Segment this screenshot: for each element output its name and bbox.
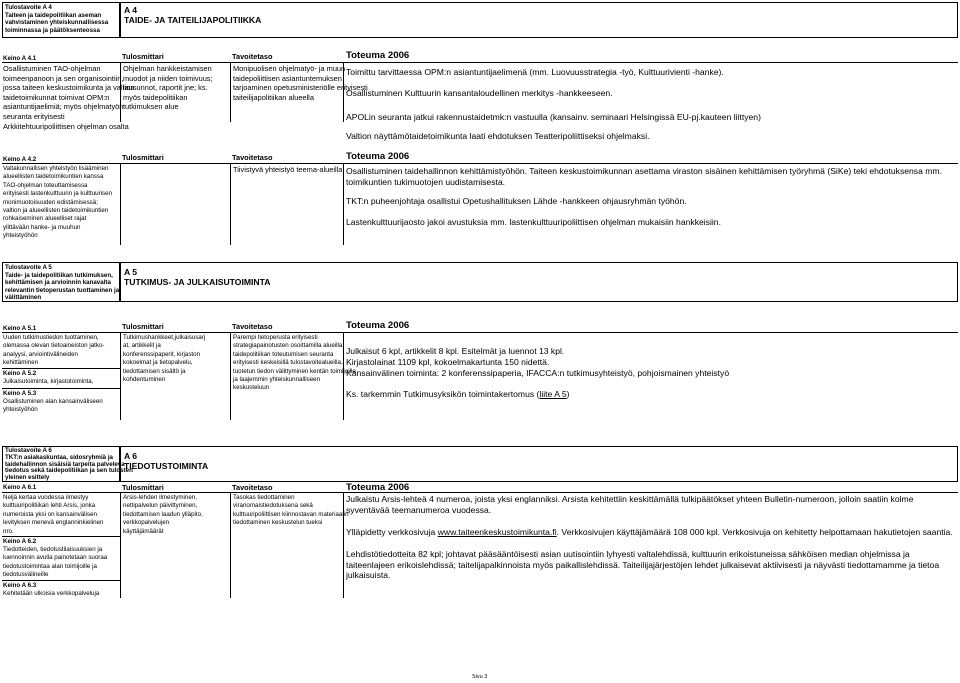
mittari-text: Arsis-lehden ilmestyminen, nettipalvelun päivittyminen, tiedottamisen laadun ylläpito, verkkopalvelujen käyttäjämäärät <box>123 494 203 535</box>
divider <box>2 388 120 389</box>
divider <box>2 332 958 333</box>
keino-description: Uuden tutkimustiedon tuottaminen, olemassa olevan tietoaineiston jatko- analyysi, arviointivälineiden kehittäminen <box>3 334 105 367</box>
divider <box>230 62 231 122</box>
keino-label: Keino A 5.3 <box>3 390 37 397</box>
section-title-a6: TIEDOTUSTOIMINTA <box>124 461 209 471</box>
divider <box>2 163 958 164</box>
goal-a6-line: tiedotus sekä taidepolitiikan ja sen tulosten <box>5 467 133 475</box>
goal-a4-line: toiminnassa ja päätöksenteossa <box>5 26 100 34</box>
keino-description: Kehitetään ulkoisia verkkopalveluja <box>3 590 100 597</box>
tavoite-text: Tasokas tiedottaminen viranomaistiedotuksena sekä kulttuuripoliittisen kiinnostavan materiaalin tiedottaminen keskustelun tueksi <box>233 494 349 527</box>
toteuma-text: Ylläpidetty verkkosivuja www.taiteenkeskustoimikunta.fi. Verkkosivujen käyttäjämäärä 108 000 kpl. Verkkosivuja on kehitetty helpottamaan hakutietojen saantia. <box>346 527 953 537</box>
keino-description: Julkaisutoiminta, kirjastotoiminta, <box>3 378 94 385</box>
section-title-box-a6 <box>120 446 958 482</box>
toteuma-text: Toimittu tarvittaessa OPM:n asiantuntijaelimenä (mm. Luovuusstrategia -työ, Kulttuurivienti -hanke). <box>346 67 724 77</box>
keino-description: Osallistuminen TAO-ohjelman toimeenpanoon ja sen organisointiin, jossa taiteen keskustoimikunta ja valtion taidetoimikunnat toimivat OPM:n asiantuntijaelimiä; myös ohjelmatyön seuranta erityisesti Arkkitehtuuripoliittisen ohjelman osalta <box>3 64 135 131</box>
divider <box>230 492 231 598</box>
keino-label: Keino A 6.2 <box>3 538 37 545</box>
toteuma-text: TKT:n puheenjohtaja osallistui Opetushallituksen Lähde -hankkeen ohjausryhmän työhön. <box>346 196 687 206</box>
divider <box>120 492 121 598</box>
keino-label: Keino A 4.2 <box>3 156 37 163</box>
section-code-a6: A 6 <box>124 451 138 461</box>
keino-label: Keino A 6.1 <box>3 484 37 491</box>
divider <box>2 368 120 369</box>
goal-box-a5 <box>2 262 120 302</box>
divider <box>120 163 121 245</box>
column-header-tavoite: Tavoitetaso <box>232 153 273 162</box>
tavoite-text: Parempi tietoperusta erityisesti strategiapainotusten osoittamilla alueilla, taidepolitiikan toteutumisen seuranta erityisesti keskeisillä tulostavoitealueilla, tuotetun tiedon välittyminen kentän toimijoille ja laajemmin yhteiskunnalliseen keskusteluun <box>233 334 356 392</box>
section-title-box-a4 <box>120 2 958 38</box>
liite-a5-link[interactable]: liite A 5 <box>539 389 567 399</box>
divider <box>2 492 958 493</box>
mittari-text: Tutkimushankkeet,julkaisusarj at, artikkelit ja konferenssipaperit, kirjaston kokoelmat ja tietopalvelu, tiedottamisen sisältö ja kohdentuminen <box>123 334 206 384</box>
keino-label: Keino A 4.1 <box>3 55 37 62</box>
toteuma-text: Julkaisut 6 kpl, artikkelit 8 kpl. Esitelmät ja luennot 13 kpl. <box>346 346 565 356</box>
toteuma-text: Ks. tarkemmin Tutkimusyksikön toimintakertomus (liite A 5) <box>346 389 570 399</box>
toteuma-text: Kansainvälinen toiminta: 2 konferenssipaperia, IFACCA:n tutkimusyhteistyö, pohjoismainen yhteistyö <box>346 368 730 378</box>
column-header-mittari: Tulosmittari <box>122 52 164 61</box>
toteuma-text: Lehdistötiedotteita 82 kpl; johtavat pääsääntöisesti asian uutisointiin lyhyesti valtalehdissä, kulttuurin erikoistuneissa sähköisen median ohjelmissa ja taiteenlajeen erikoislehdissä; taitelijapalkinnoista myös paikallislehdissä. Taiteilijajärjestöjen lehdet julkaisevat aktiivisesti ja näyvästi tiedottamamme ja tietoa julkaisuista. <box>346 549 940 581</box>
toteuma-text: Osallistuminen Kulttuurin kansantaloudellinen merkitys -hankkeeseen. <box>346 88 613 98</box>
toteuma-text: Kirjastolainat 1109 kpl, kokoelmakartunta 150 nidettä. <box>346 357 550 367</box>
goal-a5-line: kehittämisen ja arvioinnin kanavalta <box>5 279 111 287</box>
divider <box>120 332 121 420</box>
column-header-mittari: Tulosmittari <box>122 483 164 492</box>
column-header-mittari: Tulosmittari <box>122 322 164 331</box>
toteuma-text: Lastenkulttuurijaosto jakoi avustuksia mm. lastenkulttuuripoliittisen ohjelman mukaisiin hankkeisiin. <box>346 217 721 227</box>
goal-a5-line: relevantin tietoperustan tuottaminen ja <box>5 286 120 294</box>
goal-a4-line: Taiteen ja taidepolitiikan aseman <box>5 11 102 19</box>
divider <box>343 163 344 245</box>
column-header-toteuma: Toteuma 2006 <box>346 320 410 331</box>
column-header-toteuma: Toteuma 2006 <box>346 482 410 493</box>
toteuma-text: Osallistuminen taidehallinnon kehittämistyöhön. Taiteen keskustoimikunnan asettama viraston sisäinen kehittämisen työryhmä (SiKe) teki ehdotuksensa mm. toimikuntien tukimuotojen uudistamisesta. <box>346 166 942 187</box>
column-header-tavoite: Tavoitetaso <box>232 322 273 331</box>
page-number: Sivu 3 <box>472 674 488 680</box>
keino-description: Osallistuminen alan kansainväliseen yhteistyöhön <box>3 398 103 414</box>
website-link[interactable]: www.taiteenkeskustoimikunta.fi <box>437 527 557 537</box>
goal-a4-line: vahvistaminen yhteiskunnallisessa <box>5 19 109 27</box>
goal-box-a6 <box>2 446 133 482</box>
mittari-text: Ohjelman hankkeistamisen muodot ja niiden toimivuus; lausunnot, raportit jne; ks. myös taidepolitiikan tutkimuksen alue <box>123 64 213 112</box>
keino-label: Keino A 5.2 <box>3 370 37 377</box>
goal-box-a4 <box>2 2 120 38</box>
goal-a6-line: TKT:n asiakaskuntaa, sidosryhmiä ja <box>5 453 113 461</box>
toteuma-text: Julkaistu Arsis-lehteä 4 numeroa, joista yksi englanniksi. Arsista kehitettiin keskittämällä tulkipäätökset yhteen Bulletin-numeroon, jolloin saatiin kolme syventävää teemanumeroa vuodessa. <box>346 494 914 515</box>
column-header-toteuma: Toteuma 2006 <box>346 50 410 61</box>
divider <box>230 332 231 420</box>
section-title-a5: TUTKIMUS- JA JULKAISUTOIMINTA <box>124 277 271 287</box>
section-title-a4: TAIDE- JA TAITEILIJAPOLITIIKKA <box>124 15 262 25</box>
toteuma-text: Valtion näyttämötaidetoimikunta laati ehdotuksen Teatteripoliittiseksi ohjelmaksi. <box>346 131 650 141</box>
keino-description: Neljä kertaa vuodessa ilmestyy kulttuuripolitiikan lehti Arsis, jonka numeroista yksi on kansainvälisen levityksen menevä englanninkielinen nro. <box>3 494 104 535</box>
goal-a5-line: välittäminen <box>5 294 42 302</box>
toteuma-text: APOLin seuranta jatkui rakennustaidetmk:n vastuulla (kansainv. seminaari Helsingissä EU-pj.kauteen liittyen) <box>346 112 761 122</box>
divider <box>2 580 120 581</box>
keino-description: Tiedotteiden, tiedotustilaisuuksien ja luennoinnin avulla painotetaan suoraa tiedotustoimintaa alan toimijoille ja tiedotusvälineille <box>3 546 108 579</box>
column-header-tavoite: Tavoitetaso <box>232 483 273 492</box>
keino-description: Valtakunnallisen yhteistyön lisääminen alueellisten taidetoimikuntien kanssa TAO-ohjelman toteuttamisessa erityisesti lastenkulttuurin ja kulttuurisen monimuotoisuuden edistämisessä; valtion ja alueellisten taidetoimikuntien rohkaiseminen alueelliset rajat ylittävään hanke- ja muuhun yhteistyöhön <box>3 165 113 240</box>
goal-a4-line: Tulostavoite A 4 <box>5 4 52 11</box>
column-header-toteuma: Toteuma 2006 <box>346 151 410 162</box>
tavoite-text: Tiivistyvä yhteistyö teema-alueilla <box>233 165 343 174</box>
goal-a5-line: Tulostavoite A 5 <box>5 264 52 271</box>
section-code-a4: A 4 <box>124 5 138 15</box>
tavoite-text: Monipuolisen ohjelmatyö- ja muun taidepoliittisen asiantuntemuksen tarjoaminen opetusministeriölle erityisesti taiteilijapolitiikan alueella <box>233 64 368 102</box>
divider <box>230 163 231 245</box>
section-code-a5: A 5 <box>124 267 138 277</box>
goal-a5-line: Taide- ja taidepolitiikan tutkimuksen, <box>5 271 113 279</box>
divider <box>2 536 120 537</box>
column-header-tavoite: Tavoitetaso <box>232 52 273 61</box>
column-header-mittari: Tulosmittari <box>122 153 164 162</box>
goal-a6-line: yleinen esittely <box>5 474 50 482</box>
divider <box>2 62 958 63</box>
keino-label: Keino A 6.3 <box>3 582 37 589</box>
goal-a6-line: taidehallinnon sisäisiä tarpeita palveleva <box>5 460 125 468</box>
goal-a6-line: Tulostavoite A 6 <box>5 447 52 454</box>
section-title-box-a5 <box>120 262 958 302</box>
keino-label: Keino A 5.1 <box>3 325 37 332</box>
